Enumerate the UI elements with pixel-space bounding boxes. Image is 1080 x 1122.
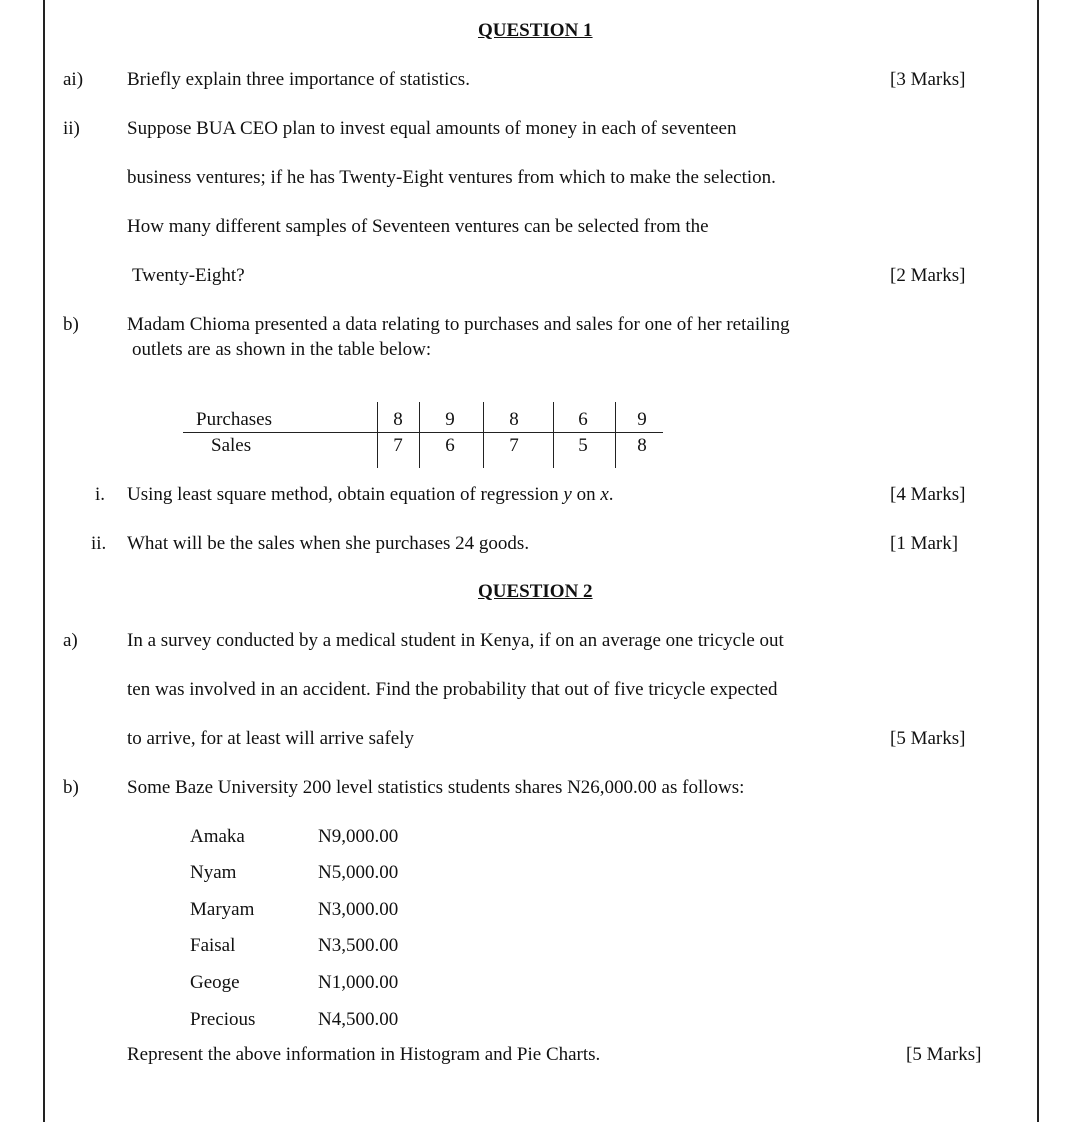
q1-ai-label: ai) <box>63 69 84 90</box>
q1-ii-marks: [2 Marks] <box>890 265 966 286</box>
table-rule <box>183 432 663 433</box>
q1-b-line-1: Madam Chioma presented a data relating to purchases and sales for one of her retailing <box>127 314 790 335</box>
page-border-right <box>1037 0 1039 1122</box>
share-name: Nyam <box>190 862 237 883</box>
sales-cell: 5 <box>578 435 588 456</box>
q2-a-line-3: to arrive, for at least will arrive safely <box>127 728 414 749</box>
table-divider <box>615 402 616 468</box>
purchases-sales-table <box>183 400 663 470</box>
q1-b-i-marks: [4 Marks] <box>890 484 966 505</box>
share-name: Precious <box>190 1009 256 1030</box>
purchases-cell: 9 <box>445 409 455 430</box>
share-name: Faisal <box>190 935 236 956</box>
row-label-purchases: Purchases <box>196 409 272 430</box>
table-divider <box>419 402 420 468</box>
share-amount: N5,000.00 <box>318 862 399 883</box>
q1-b-i-text: Using least square method, obtain equation of regression y on x. <box>127 484 614 505</box>
q1-b-ii-label: ii. <box>91 533 107 554</box>
q1-ii-line-2: business ventures; if he has Twenty-Eight ventures from which to make the selection. <box>127 167 776 188</box>
q1-b-line-2: outlets are as shown in the table below: <box>132 339 432 360</box>
purchases-cell: 6 <box>578 409 588 430</box>
share-amount: N3,500.00 <box>318 935 399 956</box>
purchases-cell: 8 <box>509 409 519 430</box>
question-2-heading: QUESTION 2 <box>478 581 593 602</box>
q1-b-label: b) <box>63 314 79 335</box>
share-amount: N4,500.00 <box>318 1009 399 1030</box>
table-divider <box>553 402 554 468</box>
q2-a-label: a) <box>63 630 78 651</box>
q2-b-instruction: Represent the above information in Histogram and Pie Charts. <box>127 1044 601 1065</box>
share-name: Maryam <box>190 899 255 920</box>
share-amount: N3,000.00 <box>318 899 399 920</box>
share-amount: N1,000.00 <box>318 972 399 993</box>
q1-ii-line-1: Suppose BUA CEO plan to invest equal amounts of money in each of seventeen <box>127 118 737 139</box>
q1-ii-line-4: Twenty-Eight? <box>132 265 245 286</box>
q1-ii-label: ii) <box>63 118 80 139</box>
question-1-heading: QUESTION 1 <box>478 20 593 41</box>
q2-b-label: b) <box>63 777 79 798</box>
share-name: Amaka <box>190 826 245 847</box>
q1-b-ii-marks: [1 Mark] <box>890 533 959 554</box>
sales-cell: 8 <box>637 435 647 456</box>
q1-ai-marks: [3 Marks] <box>890 69 966 90</box>
sales-cell: 6 <box>445 435 455 456</box>
sales-cell: 7 <box>393 435 403 456</box>
share-name: Geoge <box>190 972 240 993</box>
sales-cell: 7 <box>509 435 519 456</box>
q2-a-line-1: In a survey conducted by a medical student in Kenya, if on an average one tricycle out <box>127 630 784 651</box>
q1-b-ii-text: What will be the sales when she purchases 24 goods. <box>127 533 530 554</box>
q2-b-text: Some Baze University 200 level statistics students shares N26,000.00 as follows: <box>127 777 745 798</box>
page-border-left <box>43 0 45 1122</box>
q1-ai-text: Briefly explain three importance of statistics. <box>127 69 470 90</box>
q2-a-marks: [5 Marks] <box>890 728 966 749</box>
purchases-cell: 9 <box>637 409 647 430</box>
q2-b-marks: [5 Marks] <box>906 1044 982 1065</box>
share-amount: N9,000.00 <box>318 826 399 847</box>
purchases-cell: 8 <box>393 409 403 430</box>
table-divider <box>483 402 484 468</box>
q1-b-i-label: i. <box>95 484 106 505</box>
row-label-sales: Sales <box>211 435 252 456</box>
q1-ii-line-3: How many different samples of Seventeen ventures can be selected from the <box>127 216 709 237</box>
q2-a-line-2: ten was involved in an accident. Find the probability that out of five tricycle expected <box>127 679 778 700</box>
